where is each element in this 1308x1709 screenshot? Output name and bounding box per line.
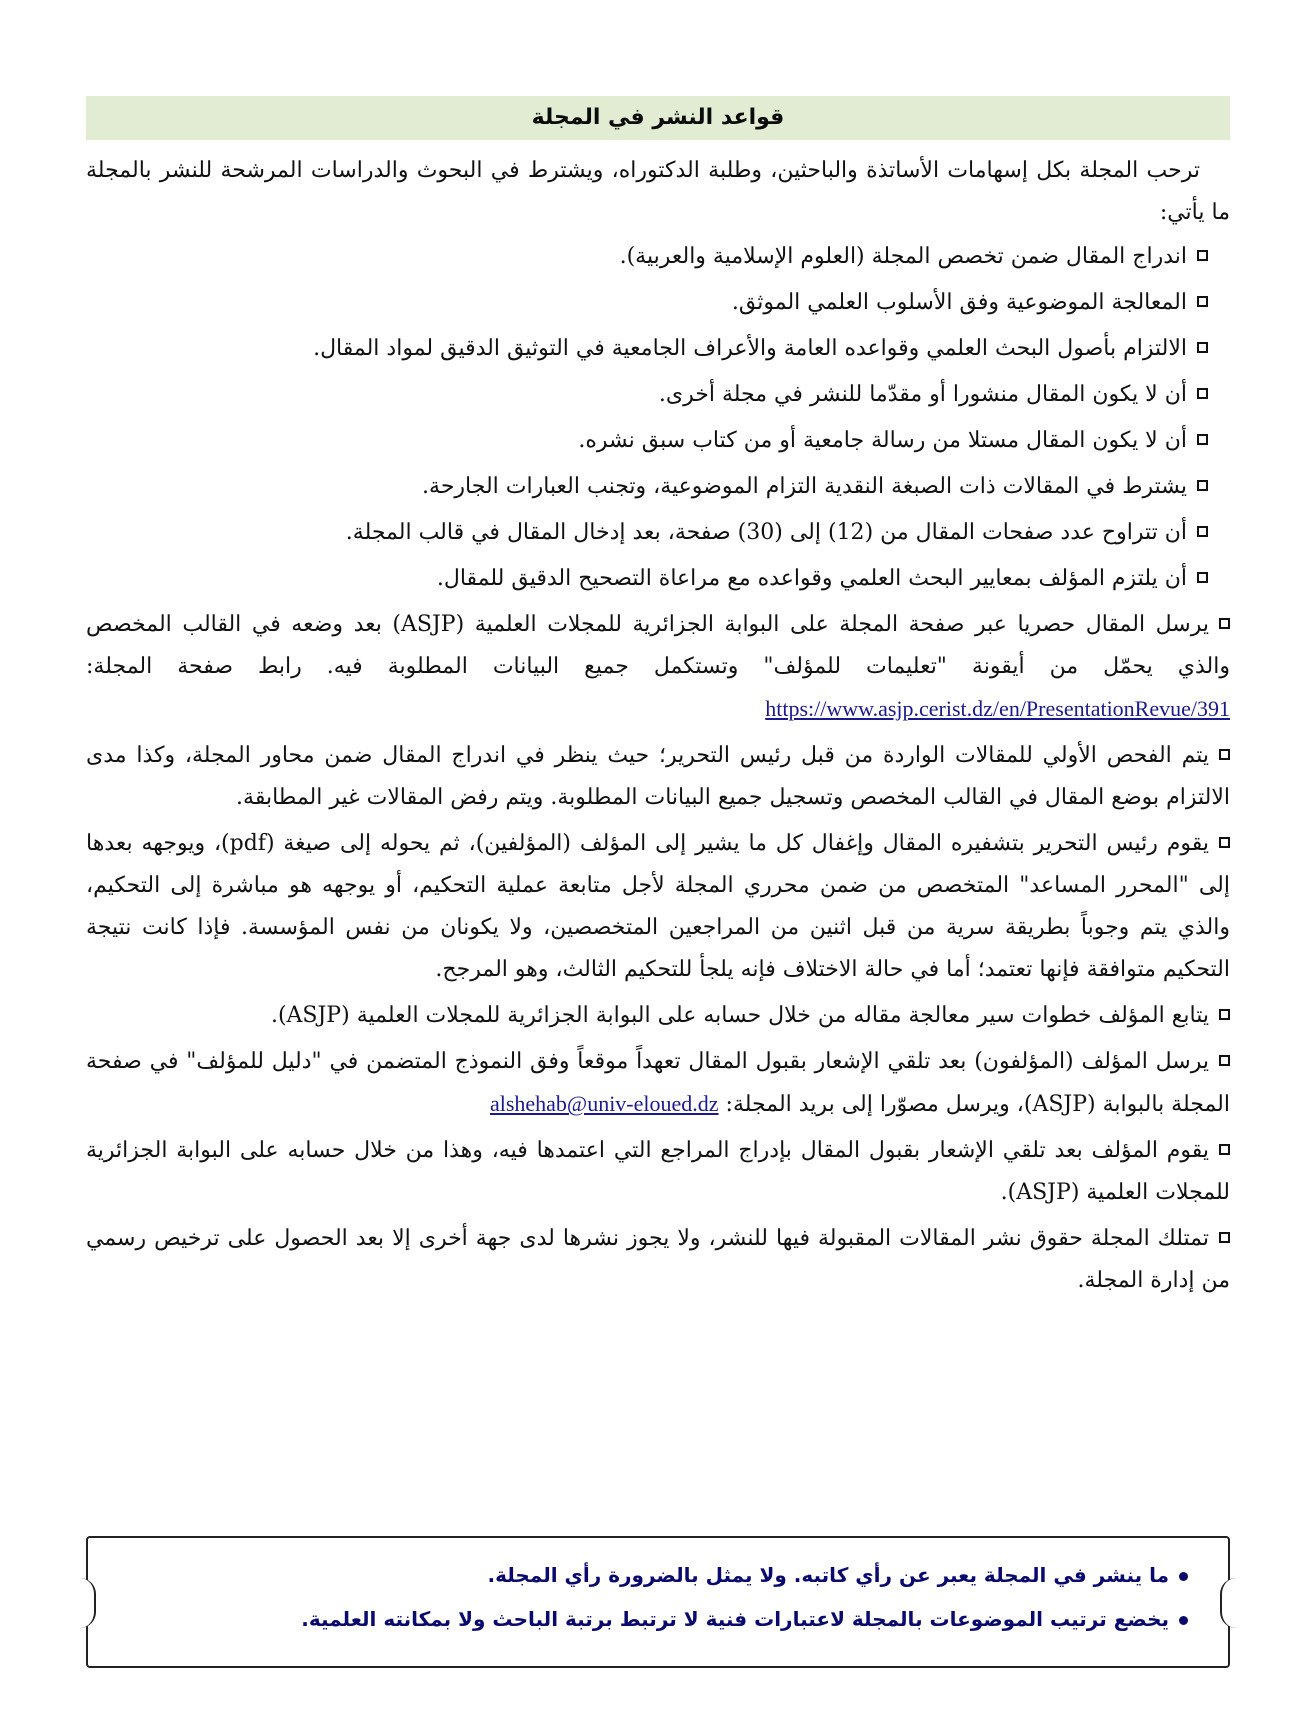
disclaimer-note: يخضع ترتيب الموضوعات بالمجلة لاعتبارات فنية لا ترتبط برتبة الباحث ولا بمكانته العلمية. (128, 1604, 1188, 1634)
rule-item-initial-review: يتم الفحص الأولي للمقالات الواردة من قبل رئيس التحرير؛ حيث ينظر في اندراج المقال ضمن محاور المجلة، وكذا مدى الالتزام بوضع المقال في القالب المخصص وتسجيل جميع البيانات المطلوبة. ويتم رفض المقالات غير المطابقة. (86, 743, 1230, 810)
square-bullet-icon (1219, 837, 1230, 848)
rule-item: أن يلتزم المؤلف بمعايير البحث العلمي وقواعده مع مراعاة التصحيح الدقيق للمقال. (86, 558, 1230, 600)
round-bullet-icon (1179, 1616, 1188, 1625)
disclaimer-box (86, 1536, 1230, 1668)
rule-item-peer-review: يقوم رئيس التحرير بتشفيره المقال وإغفال كل ما يشير إلى المؤلف (المؤلفين)، ثم يحوله إلى صيغة (pdf)، ويوجهه بعدها إلى "المحرر المساعد" المتخصص من ضمن محرري المجلة لأجل متابعة عملية التحكيم، أو يوجهه هو مباشرة إلى التحكيم، والذي يتم وجوباً بطريقة سرية من قبل اثنين من المراجعين المتخصصين، ولا يكونان من نفس المؤسسة. فإذا كانت نتيجة التحكيم متوافقة فإنها تعتمد؛ أما في حالة الاختلاف فإنه يلجأ للتحكيم الثالث، وهو المرجح. (86, 831, 1230, 982)
journal-email-link[interactable]: alshehab@univ-eloued.dz (489, 1091, 719, 1116)
intro-paragraph: ترحب المجلة بكل إسهامات الأساتذة والباحثين، وطلبة الدكتوراه، ويشترط في البحوث والدراسات المرشحة للنشر بالمجلة ما يأتي: (86, 158, 1230, 225)
rule-item: أن لا يكون المقال منشورا أو مقدّما للنشر في مجلة أخرى. (86, 374, 1230, 416)
square-bullet-icon (1197, 434, 1208, 445)
rules-list (86, 236, 1230, 1302)
square-bullet-icon (1197, 250, 1208, 261)
rule-item-rights: تمتلك المجلة حقوق نشر المقالات المقبولة فيها للنشر، ولا يجوز نشرها لدى جهة أخرى إلا بعد الحصول على ترخيص رسمي من إدارة المجلة. (86, 1226, 1230, 1293)
square-bullet-icon (1219, 1009, 1230, 1020)
rule-item-follow-progress: يتابع المؤلف خطوات سير معالجة مقاله من خلال حسابه على البوابة الجزائرية للمجلات العلمية (ASJP). (86, 995, 1230, 1037)
round-bullet-icon (1179, 1572, 1188, 1581)
square-bullet-icon (1197, 296, 1208, 307)
rule-item-references: يقوم المؤلف بعد تلقي الإشعار بقبول المقال بإدراج المراجع التي اعتمدها فيه، وهذا من خلال حسابه على البوابة الجزائرية للمجلات العلمية (ASJP). (86, 1138, 1230, 1205)
square-bullet-icon (1219, 618, 1230, 629)
square-bullet-icon (1219, 1232, 1230, 1243)
square-bullet-icon (1197, 526, 1208, 537)
rule-item: يشترط في المقالات ذات الصبغة النقدية التزام الموضوعية، وتجنب العبارات الجارحة. (86, 466, 1230, 508)
rule-item: أن لا يكون المقال مستلا من رسالة جامعية أو من كتاب سبق نشره. (86, 420, 1230, 462)
rule-item: الالتزام بأصول البحث العلمي وقواعده العامة والأعراف الجامعية في التوثيق الدقيق لمواد المقال. (86, 328, 1230, 370)
rule-item: المعالجة الموضوعية وفق الأسلوب العلمي الموثق. (86, 282, 1230, 324)
square-bullet-icon (1197, 342, 1208, 353)
rule-item: أن تتراوح عدد صفحات المقال من (12) إلى (30) صفحة، بعد إدخال المقال في قالب المجلة. (86, 512, 1230, 554)
square-bullet-icon (1197, 388, 1208, 399)
square-bullet-icon (1197, 572, 1208, 583)
disclaimer-note: ما ينشر في المجلة يعبر عن رأي كاتبه. ولا يمثل بالضرورة رأي المجلة. (128, 1560, 1188, 1590)
rule-item-pledge: يرسل المؤلف (المؤلفون) بعد تلقي الإشعار بقبول المقال تعهداً موقعاً وفق النموذج المتضمن في "دليل للمؤلف" في صفحة المجلة بالبوابة (ASJP)، ويرسل مصوّرا إلى بريد المجلة: alshehab@univ-eloued.dz (86, 1049, 1230, 1117)
square-bullet-icon (1219, 1055, 1230, 1066)
publication-rules-page (86, 96, 1230, 1306)
square-bullet-icon (1219, 749, 1230, 760)
square-bullet-icon (1197, 480, 1208, 491)
rule-item: اندراج المقال ضمن تخصص المجلة (العلوم الإسلامية والعربية). (86, 236, 1230, 278)
square-bullet-icon (1219, 1144, 1230, 1155)
page-title: قواعد النشر في المجلة (86, 96, 1230, 140)
rule-item-asjp-submission: يرسل المقال حصريا عبر صفحة المجلة على البوابة الجزائرية للمجلات العلمية (ASJP) بعد وضعه في القالب المخصص والذي يحمّل من أيقونة "تعليمات للمؤلف" وتستكمل جميع البيانات المطلوبة فيه. رابط صفحة المجلة: https://www.asjp.cerist.dz/en/PresentationRevue/391 (86, 612, 1230, 721)
journal-page-link[interactable]: https://www.asjp.cerist.dz/en/PresentationRevue/391 (765, 696, 1230, 721)
